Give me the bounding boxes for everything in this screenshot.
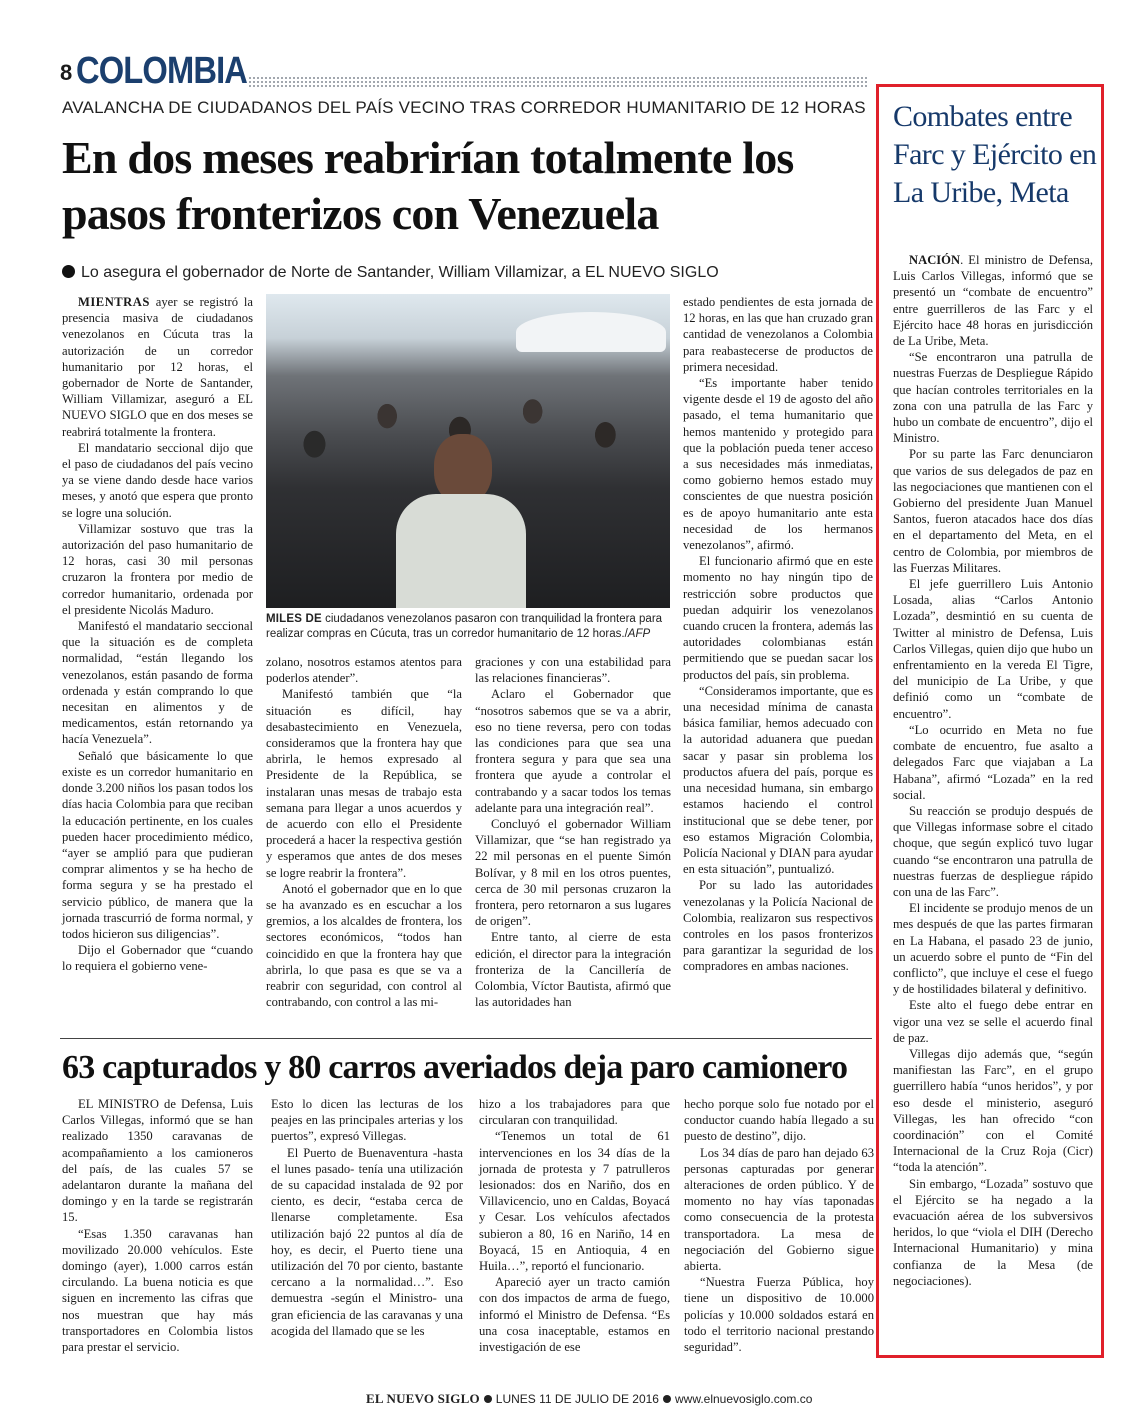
paragraph — [475, 686, 671, 816]
photo-shirt — [396, 494, 526, 608]
paragraph-text: Anotó el gobernador que en lo que se ha avanzado es en escuchar a los gremios, a los alcaldes de frontera, los sectores económicos, “todos han coincidido en que la frontera hay que abrirla, lo que pasa es que se va a reabrir con seguridad, con control al contrabando, con control a las mi- — [266, 881, 462, 1010]
footer-date: LUNES 11 DE JULIO DE 2016 — [495, 1392, 659, 1406]
paragraph — [684, 1274, 874, 1355]
caption-lead: MILES DE — [266, 613, 322, 625]
paragraph-text: Entre tanto, al cierre de esta edición, el director para la integración fronteriza de la Cancillería de Colombia, Víctor Bautista, afirmó que las autoridades han — [475, 930, 671, 1010]
paragraph-text: El mandatario seccional dijo que el paso de ciudadanos del país vecino ya se viene dando desde hace varios meses, y anotó que espera que pronto se logre una solución. — [62, 440, 253, 520]
crowd-photo — [266, 294, 670, 608]
paragraph-text: Apareció ayer un tracto camión con dos impactos de arma de fuego, informó el Ministro de Defensa. “Es una cosa inaceptable, estamos en investigación de ese — [479, 1275, 670, 1355]
paragraph — [475, 654, 671, 686]
photo-tent — [516, 312, 666, 352]
second-column-3 — [479, 1096, 670, 1355]
paragraph-text: Aclaro el Gobernador que “nosotros sabemos que se va a abrir, eso no tiene reversa, pero con todas las condiciones para que sea una frontera segura y para que sea una frontera que ayude a controlar el contrabando y a sacar todos los temas adelante para una integración real”. — [475, 687, 671, 815]
paragraph-text: Los 34 días de paro han dejado 63 personas capturadas por generar alteraciones de orden público. Y de momento no hay vías taponadas como consecuencia de la protesta transportadora. La mesa de negociación del Gobierno sigue abierta. — [684, 1145, 874, 1274]
paragraph — [683, 553, 873, 683]
paragraph — [683, 294, 873, 375]
paragraph-text: El jefe guerrillero Luis Antonio Losada, alias “Carlos Antonio Lozada”, desmintió en su cuenta de Twitter al ministro de Defensa, Luis Carlos Villegas, quien dijo que hubo un enfrentamiento en la vereda El Tigre, del municipio de La Uribe, y que definió como un “combate de encuentro”. — [893, 577, 1093, 721]
paragraph — [475, 816, 671, 929]
footer-url: www.elnuevosiglo.com.co — [674, 1392, 813, 1406]
paragraph-text: “Se encontraron una patrulla de nuestras Fuerzas de Despliegue Rápido que hacían controles territoriales en la zona con una patrulla de las Farc y hubo un combate de encuentro”, dijo el Ministro. — [893, 350, 1093, 446]
kicker: AVALANCHA DE CIUDADANOS DEL PAÍS VECINO TRAS CORREDOR HUMANITARIO DE 12 HORAS — [62, 98, 866, 117]
caption-text: ciudadanos venezolanos pasaron con tranquilidad la frontera para realizar compras en Cúcuta, tras un corredor humanitario de 12 horas./ — [266, 613, 663, 640]
photo-caption — [266, 612, 670, 642]
paragraph-text: Dijo el Gobernador que “cuando lo requiera el gobierno vene- — [62, 943, 253, 974]
main-subhead — [62, 264, 862, 282]
footer-dot — [484, 1395, 492, 1403]
paragraph-text: “Nuestra Fuerza Pública, hoy tiene un dispositivo de 10.000 policías y 10.000 soldados estará en todo el territorio nacional prestando seguridad”. — [684, 1275, 874, 1355]
paragraph — [62, 942, 253, 974]
paragraph — [893, 252, 1093, 349]
paragraph — [893, 997, 1093, 1046]
page-footer — [366, 1391, 812, 1407]
second-column-1 — [62, 1096, 253, 1355]
main-column-2 — [266, 654, 462, 1010]
paragraph-text: de Defensa, Luis Carlos Villegas, informó que se han realizado 1350 caravanas de acompañamiento a los camioneros del país, de las cuales 57 se adelantaron durante la mañana del domingo y en la tarde se registrarán 15. — [62, 1097, 253, 1225]
paragraph — [683, 683, 873, 877]
paragraph-text: “Lo ocurrido en Meta no fue combate de encuentro, fue asalto a delegados Farc que viajaban a La Habana”, afirmó “Lozada” en la red social. — [893, 722, 1093, 802]
paragraph — [893, 1046, 1093, 1176]
paragraph — [893, 349, 1093, 446]
paragraph — [479, 1128, 670, 1274]
paragraph-text: El funcionario afirmó que en este momento no hay ningún tipo de restricción sobre productos que puedan adquirir los venezolanos cuando crucen la frontera, además las autoridades colombianas están permitiendo que se puedan sacar los productos del país, sin problema. — [683, 554, 873, 682]
paragraph-lead: NACIÓN — [909, 253, 961, 267]
paragraph — [893, 446, 1093, 576]
paragraph — [683, 375, 873, 553]
paragraph-text: Señaló que básicamente lo que existe es un corredor humanitario en donde 3.200 niños los pasan todos los días hacia Colombia para que reciban la educación pertinente, en los cuales pueden hacer procedimiento médico, “ayer se amplió para que pudieran comprar alimentos y se ha hecho de forma segura y se ha prestado el servicio público, de manera que la jornada trascurrió de forma normal, y todos hicieron sus diligencias”. — [62, 748, 253, 941]
paragraph — [62, 1226, 253, 1356]
paragraph-text: Villamizar sostuvo que tras la autorización del paso humanitario de 12 horas, casi 30 mil personas cruzaron la frontera por medio de corredor humanitario, ordenada por el presidente Nicolás Maduro. — [62, 521, 253, 617]
main-column-1 — [62, 294, 253, 975]
paragraph-text: . El ministro de Defensa, Luis Carlos Villegas, informó que se presentó un “combate de encuentro” entre guerrilleros de las Farc y el Ejército hace 48 horas en jurisdicción de La Uribe, Meta. — [893, 253, 1093, 349]
paragraph-text: El incidente se produjo menos de un mes después de que las partes firmaran en La Habana, el pasado 23 de junio, un acuerdo sobre el punto de “Fin del conflicto”, que incluye el cese el fuego y de hostilidades bilateral y definitivo. — [893, 901, 1093, 997]
paragraph — [62, 1096, 253, 1226]
sidebar-title: Combates entre Farc y Ejército en La Uribe, Meta — [893, 100, 1097, 209]
paragraph — [62, 440, 253, 521]
paragraph-text: El Puerto de Buenaventura -hasta el lunes pasado- tenía una utilización de su capacidad instalada de 92 por ciento, es decir, “estaba cerca de llenarse completamente. Esa utilización bajó 22 puntos al día de hoy, es decir, el Puerto tiene una utilización del 70 por ciento, bastante cercano a la normalidad…”. Eso demuestra -según el Ministro- una gran eficiencia de las caravanas y una acogida del llamado que se les — [271, 1145, 463, 1338]
paragraph-text: hecho porque solo fue notado por el conductor cuando había llegado a su puesto de destino”, dijo. — [684, 1097, 874, 1144]
paragraph-text: “Es importante haber tenido vigente desde el 19 de agosto del año pasado, el tema humanitario que hemos mantenido y protegido para que la población pueda tener acceso a sus necesidades más inmediatas, como gobierno hemos estado muy conscientes de que nuestra posición es de apoyo humanitario ante esta necesidad de los hermanos venezolanos”, afirmó. — [683, 376, 873, 553]
second-column-4 — [684, 1096, 874, 1355]
paragraph-text: estado pendientes de esta jornada de 12 horas, en las que han cruzado gran cantidad de venezolanos a Colombia para reabastecerse de productos de primera necesidad. — [683, 295, 873, 374]
paragraph-lead: MIENTRAS — [78, 295, 150, 309]
paragraph — [893, 900, 1093, 997]
paragraph — [893, 803, 1093, 900]
paragraph — [683, 877, 873, 974]
paragraph — [62, 521, 253, 618]
sidebar-body — [893, 252, 1093, 1289]
main-column-3 — [475, 654, 671, 1010]
bullet-icon — [62, 265, 75, 278]
paragraph — [266, 654, 462, 686]
dotted-rule — [248, 76, 868, 88]
paragraph — [684, 1096, 874, 1145]
paragraph — [271, 1096, 463, 1145]
paragraph — [62, 748, 253, 942]
paragraph-text: Esto lo dicen las lecturas de los peajes en las principales arterias y los puertos”, expresó Villegas. — [271, 1097, 463, 1144]
footer-logo: EL NUEVO SIGLO — [366, 1391, 480, 1406]
paragraph-text: “Tenemos un total de 61 intervenciones en los 34 días de la jornada de protesta y 7 patrulleros lesionados: dos en Nariño, dos en Villavicencio, uno en Caldas, Boyacá y Cesar. Los vehículos afectados subieron a 80, 16 en Nariño, 14 en Boyacá, 15 en Antioquia, 4 en Huila…”, reportó el funcionario. — [479, 1129, 670, 1274]
paragraph-text: Por su parte las Farc denunciaron que varios de sus delegados de paz en las negociaciones que mantienen con el Gobierno del presidente Juan Manuel Santos, fueron atacados hace dos días en el departamento del Meta, en el centro de Colombia, por miembros de las Fuerzas Militares. — [893, 447, 1093, 575]
section-title: COLOMBIA — [76, 50, 248, 92]
second-headline: 63 capturados y 80 carros averiados deja paro camionero — [62, 1049, 848, 1086]
paragraph — [62, 618, 253, 748]
paragraph-text: Su reacción se produjo después de que Villegas informase sobre el citado choque, que según explicó tuvo lugar cuando “se encontraron una patrulla de nuestras fuerzas de despliegue rápido con una de las Farc”. — [893, 803, 1093, 899]
main-column-4 — [683, 294, 873, 975]
paragraph-text: “Consideramos importante, que es una necesidad mínima de canasta básica familiar, hemos adecuado con la autoridad aduanera que puedan sacar y pasar sin problema los productos afuera del país, porque es una necesidad humana, sin embargo estamos haciendo el control institucional que se debe tener, por eso estamos Migración Colombia, Policía Nacional y DIAN para ayudar en esta situación”, puntualizó. — [683, 683, 873, 877]
paragraph-text: graciones y con una estabilidad para las relaciones financieras”. — [475, 655, 671, 686]
story-separator — [60, 1038, 872, 1039]
second-column-2 — [271, 1096, 463, 1339]
paragraph — [893, 1176, 1093, 1289]
paragraph — [893, 722, 1093, 803]
paragraph-text: Manifestó también que “la situación es difícil, hay desabastecimiento en Venezuela, consideramos que la frontera hay que abrirla, le hemos expresado al Presidente de la República, se instalaran unas mesas de trabajo esta semana para llegar a unos acuerdos y de acuerdo con ello el Presidente procederá a hacer la respectiva gestión y esperamos que antes de dos meses se logre reabrir la frontera”. — [266, 687, 462, 880]
paragraph — [684, 1145, 874, 1275]
paragraph — [475, 929, 671, 1010]
paragraph — [479, 1096, 670, 1128]
paragraph-text: Sin embargo, “Lozada” sostuvo que el Ejército se ha negado a la evacuación aérea de los subversivos heridos, lo que “viola el DIH (Derecho Internacional Humanitario) y mina confianza de la Mesa (de negociaciones). — [893, 1176, 1093, 1288]
paragraph-text: ayer se registró la presencia masiva de ciudadanos venezolanos en Cúcuta tras la autorización de un corredor humanitario por 12 horas, el gobernador de Norte de Santander, William Villamizar, aseguró a EL NUEVO SIGLO que en dos meses se reabrirá totalmente la frontera. — [62, 295, 253, 439]
paragraph-lead: EL MINISTRO — [78, 1097, 159, 1111]
paragraph-text: “Esas 1.350 caravanas han movilizado 20.000 vehículos. Este domingo (ayer), 1.000 carros están circulando. La buena noticia es que siguen en incremento las cifras que nos muestran que hay más transportadores en Colombia listos para prestar el servicio. — [62, 1226, 253, 1355]
footer-dot — [663, 1395, 671, 1403]
paragraph — [893, 576, 1093, 722]
paragraph-text: Por su lado las autoridades venezolanas y la Policía Nacional de Colombia, realizaron sus respectivos controles en los pasos fronterizos para garantizar la seguridad de los compradores en ambas naciones. — [683, 878, 873, 974]
paragraph — [266, 686, 462, 880]
subhead-text: Lo asegura el gobernador de Norte de Santander, William Villamizar, a EL NUEVO SIGLO — [81, 264, 719, 281]
page-number: 8 — [60, 60, 73, 85]
paragraph-text: Concluyó el gobernador William Villamizar, que “se han registrado ya 22 mil personas en el puente Simón Bolívar, y 8 mil en los otros puentes, cerca de 30 mil personas cruzaron la frontera, pero retornaron a sus lugares de origen”. — [475, 817, 671, 929]
paragraph-text: hizo a los trabajadores para que circularan con tranquilidad. — [479, 1097, 670, 1128]
paragraph-text: zolano, nosotros estamos atentos para poderlos atender”. — [266, 655, 462, 686]
paragraph — [62, 294, 253, 440]
paragraph — [479, 1274, 670, 1355]
paragraph — [271, 1145, 463, 1339]
paragraph-text: Este alto el fuego debe entrar en vigor una vez se selle el acuerdo final de paz. — [893, 998, 1093, 1045]
paragraph-text: Villegas dijo además que, “según manifiestan las Farc”, en el grupo guerrillero había “unos heridos”, y por eso desde el ministerio, aseguró Villegas, les han ofrecido “con coordinación” con el Comité Internacional de la Cruz Roja (Cicr) “toda la atención”. — [893, 1046, 1093, 1175]
caption-credit: AFP — [627, 628, 651, 640]
main-headline: En dos meses reabrirían totalmente los pasos fronterizos con Venezuela — [62, 132, 794, 239]
paragraph — [266, 881, 462, 1011]
paragraph-text: Manifestó el mandatario seccional que la situación es de completa normalidad, “están llegando los venezolanos, están pasando de forma ordenada y están comprando lo que necesitan en alimentos y de medicamentos, están retornando ya hacía Venezuela”. — [62, 619, 253, 747]
